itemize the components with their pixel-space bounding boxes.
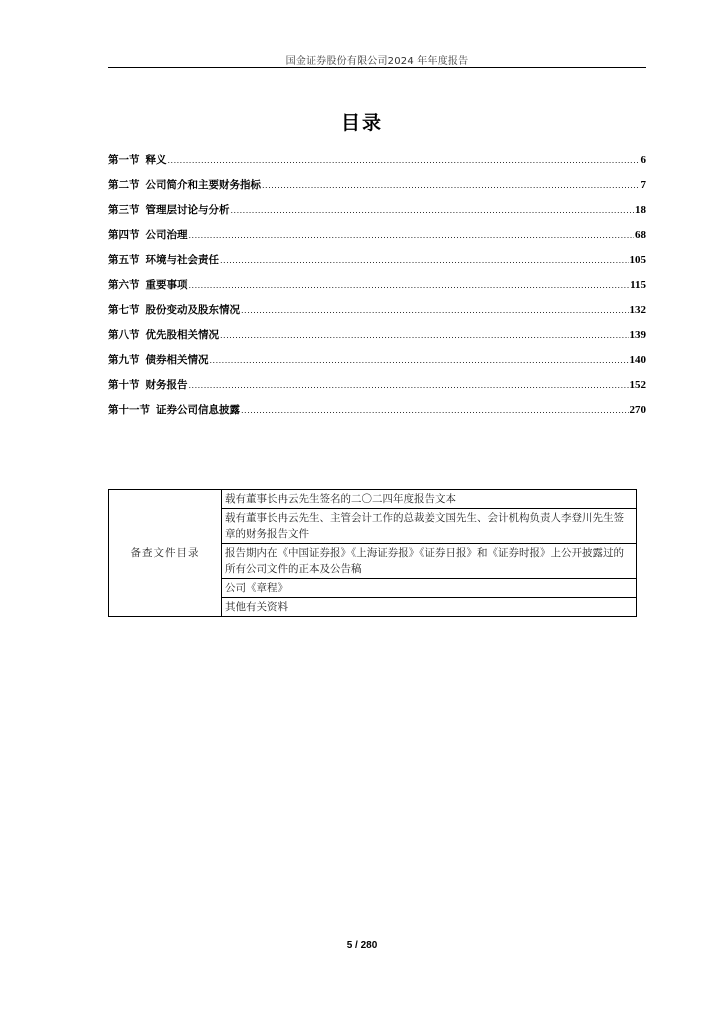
toc-entry[interactable] (108, 177, 646, 202)
toc-page-number: 7 (640, 179, 646, 191)
toc-section-number: 第一节 (108, 154, 140, 166)
toc-leader-dots (220, 256, 629, 265)
reference-document-item: 公司《章程》 (222, 579, 637, 598)
toc-section-name: 管理层讨论与分析 (145, 204, 230, 216)
toc-section-name: 债券相关情况 (145, 354, 209, 366)
toc-title: 目录 (340, 112, 383, 134)
page-number: 5 / 280 (346, 940, 378, 951)
toc-leader-dots (220, 331, 629, 340)
toc-page-number: 6 (640, 154, 646, 166)
toc-section-number: 第六节 (108, 279, 140, 291)
toc-section-name: 重要事项 (145, 279, 188, 291)
reference-documents-table (108, 489, 637, 617)
reference-document-item: 载有董事长冉云先生签名的二〇二四年度报告文本 (222, 490, 637, 509)
toc-section-number: 第五节 (108, 254, 140, 266)
toc-section-number: 第十节 (108, 379, 140, 391)
toc-page-number: 115 (630, 279, 646, 291)
toc-leader-dots (241, 406, 629, 415)
toc-section-number: 第二节 (108, 179, 140, 191)
toc-entry[interactable] (108, 377, 646, 402)
toc-section-name: 证券公司信息披露 (156, 404, 240, 416)
toc-leader-dots (189, 281, 630, 290)
toc-page-number: 270 (629, 404, 646, 416)
toc-section-number: 第八节 (108, 329, 140, 341)
table-of-contents (108, 152, 646, 427)
toc-entry[interactable] (108, 277, 646, 302)
toc-section-number: 第七节 (108, 304, 140, 316)
header-rule (108, 67, 646, 68)
toc-section-name: 公司治理 (145, 229, 188, 241)
toc-page-number: 139 (629, 329, 646, 341)
reference-document-item: 其他有关资料 (222, 598, 637, 617)
toc-entry[interactable] (108, 302, 646, 327)
toc-section-number: 第九节 (108, 354, 140, 366)
toc-section-name: 释义 (145, 154, 167, 166)
toc-entry[interactable] (108, 152, 646, 177)
toc-section-name: 股份变动及股东情况 (145, 304, 240, 316)
toc-leader-dots (210, 356, 629, 365)
toc-page-number: 140 (629, 354, 646, 366)
reference-document-item: 报告期内在《中国证券报》《上海证券报》《证券日报》和《证券时报》上公开披露过的所有公司文件的正本及公告稿 (222, 544, 637, 579)
reference-documents-label: 备查文件目录 (109, 490, 222, 617)
toc-section-number: 第十一节 (108, 404, 150, 416)
toc-entry[interactable] (108, 352, 646, 377)
toc-section-name: 公司简介和主要财务指标 (145, 179, 261, 191)
toc-page-number: 105 (629, 254, 646, 266)
toc-section-name: 财务报告 (145, 379, 188, 391)
toc-page-number: 132 (629, 304, 646, 316)
toc-leader-dots (241, 306, 629, 315)
reference-document-item: 载有董事长冉云先生、主管会计工作的总裁姜文国先生、会计机构负责人李登川先生签章的财务报告文件 (222, 509, 637, 544)
toc-leader-dots (168, 156, 640, 165)
page-header: 国金证券股份有限公司2024 年年度报告 (285, 56, 469, 67)
toc-entry[interactable] (108, 402, 646, 427)
toc-page-number: 152 (629, 379, 646, 391)
toc-leader-dots (262, 181, 640, 190)
table-row (109, 490, 637, 509)
toc-entry[interactable] (108, 252, 646, 277)
toc-leader-dots (189, 381, 629, 390)
toc-page-number: 18 (635, 204, 646, 216)
toc-entry[interactable] (108, 202, 646, 227)
toc-section-number: 第三节 (108, 204, 140, 216)
toc-leader-dots (189, 231, 635, 240)
toc-leader-dots (231, 206, 635, 215)
toc-section-name: 优先股相关情况 (145, 329, 219, 341)
toc-section-number: 第四节 (108, 229, 140, 241)
toc-entry[interactable] (108, 227, 646, 252)
toc-section-name: 环境与社会责任 (145, 254, 219, 266)
toc-page-number: 68 (635, 229, 646, 241)
toc-entry[interactable] (108, 327, 646, 352)
